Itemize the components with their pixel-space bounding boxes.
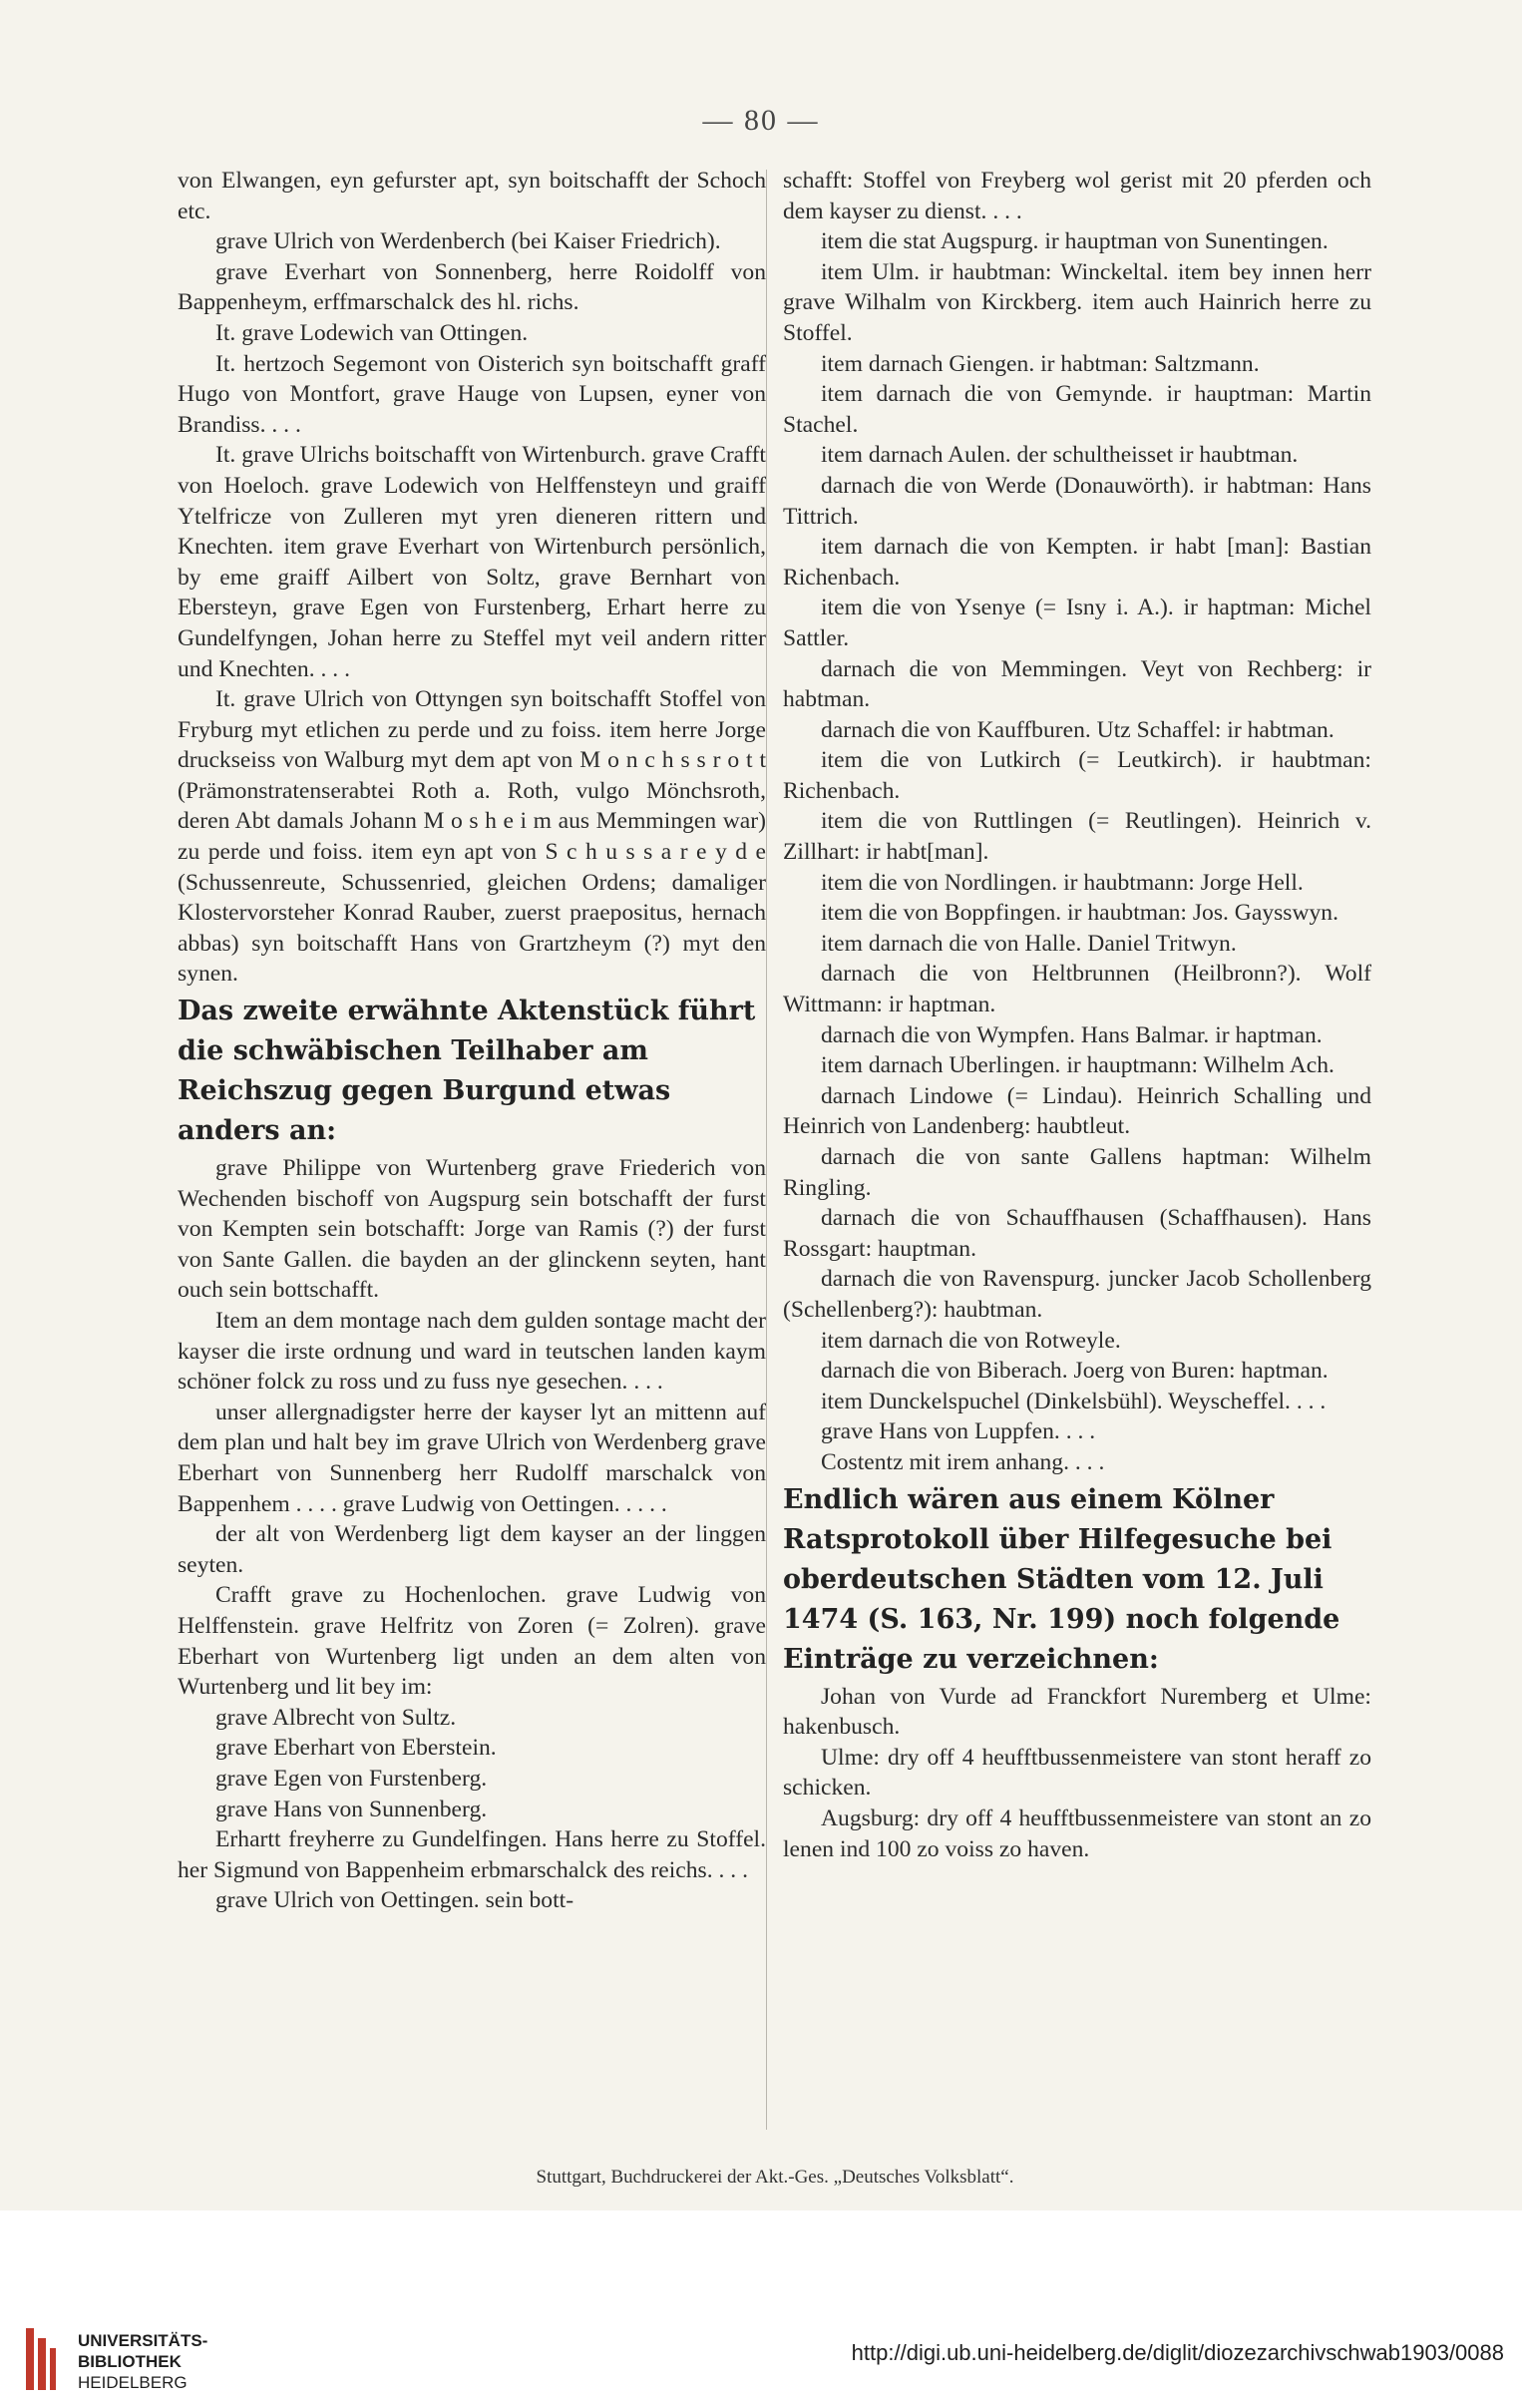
paragraph: darnach Lindowe (= Lindau). Heinrich Schalling und Heinrich von Landenberg: haubtleut. [783, 1082, 1371, 1140]
paragraph: grave Hans von Sunnenberg. [215, 1796, 488, 1822]
paragraph: item die von Boppfingen. ir haubtman: Jos. Gaysswyn. [821, 900, 1339, 927]
right-column [783, 166, 1371, 1864]
paragraph: unser allergnadigster herre der kayser lyt an mittenn auf dem plan und halt bey im grave Ulrich von Werdenberg grave Eberhart von Sunnenberg herr Rudolff marschalck von Bappenhem . . . . grave Ludwig von Oettingen. . . . . [178, 1399, 766, 1517]
section-heading: Endlich wären aus einem Kölner Ratsprotokoll über Hilfegesuche bei oberdeutschen Städten vom 12. Juli 1474 (S. 163, Nr. 199) noch folgende Einträge zu verzeichnen: [783, 1483, 1340, 1675]
paragraph: It. grave Ulrichs boitschafft von Wirtenburch. grave Crafft von Hoeloch. grave Lodewich von Helffensteyn und graiff Ytelfricze von Zulleren myt yren dieneren rittern und Knechten. item grave Everhart von Wirtenburch persönlich, by eme graiff Ailbert von Soltz, grave Bernhart von Ebersteyn, grave Egen von Furstenberg, Erhart herre zu Gundelfyngen, Johan herre zu Steffel myt veil andern ritter und Knechten. . . . [178, 442, 766, 682]
paragraph: grave Ulrich von Werdenberch (bei Kaiser Friedrich). [215, 228, 721, 255]
paragraph: darnach die von Heltbrunnen (Heilbronn?). Wolf Wittmann: ir haptman. [783, 961, 1371, 1018]
paragraph: item darnach Giengen. ir habtman: Saltzmann. [821, 350, 1260, 377]
paragraph: darnach die von Werde (Donauwörth). ir habtman: Hans Tittrich. [783, 472, 1371, 530]
paragraph: darnach die von Memmingen. Veyt von Rechberg: ir habtman. [783, 655, 1371, 713]
paragraph: schafft: Stoffel von Freyberg wol gerist mit 20 pferden och dem kayser zu dienst. . . . [783, 168, 1371, 224]
paragraph: item die von Ruttlingen (= Reutlingen). Heinrich v. Zillhart: ir habt[man]. [783, 808, 1371, 866]
printer-footer: Stuttgart, Buchdruckerei der Akt.-Ges. „Deutsches Volksblatt“. [536, 2167, 1014, 2188]
paragraph: item die von Lutkirch (= Leutkirch). ir haubtman: Richenbach. [783, 747, 1371, 804]
library-bar [0, 2210, 1522, 2408]
library-name [78, 2330, 207, 2393]
paragraph: It. grave Lodewich van Ottingen. [215, 319, 529, 346]
paragraph: item darnach die von Kempten. ir habt [man]: Bastian Richenbach. [783, 534, 1371, 591]
paragraph: Crafft grave zu Hochenlochen. grave Ludwig von Helffenstein. grave Helfritz von Zoren (= Zolren). grave Eberhart von Wurtenberg ligt unden an dem alten von Wurtenberg und lit bey im: [178, 1582, 766, 1701]
section-heading: Das zweite erwähnte Aktenstück führt die schwäbischen Teilhaber am Reichszug gegen Burgund etwas anders an: [178, 996, 756, 1147]
paragraph: item darnach Uberlingen. ir hauptmann: Wilhelm Ach. [821, 1052, 1334, 1079]
paragraph: von Elwangen, eyn gefurster apt, syn boitschafft der Schoch etc. [178, 168, 766, 224]
paragraph: Johan von Vurde ad Franckfort Nuremberg et Ulme: hakenbusch. [783, 1683, 1371, 1741]
paragraph: darnach die von sante Gallens haptman: Wilhelm Ringling. [783, 1144, 1371, 1201]
paragraph: Costentz mit irem anhang. . . . [821, 1448, 1105, 1475]
paragraph: It. grave Ulrich von Ottyngen syn boitschafft Stoffel von Fryburg myt etlichen zu perde und zu foiss. item herre Jorge druckseiss von Walburg myt dem apt von M o n c h s s r o t t (Prämonstratenserabtei Roth a. Roth, vulgo Mönchsroth, deren Abt damals Johann M o s h e i m aus Memmingen war) zu perde und foiss. item eyn apt von S c h u s s a r e y d e (Schussenreute, Schussenried, gleichen Ordens; damaliger Klostervorsteher Konrad Rauber, zuerst praepositus, hernach abbas) syn boitschafft Hans von Grartzheym (?) myt den synen. [178, 686, 766, 988]
paragraph: item Dunckelspuchel (Dinkelsbühl). Weyscheffel. . . . [821, 1388, 1327, 1414]
paragraph: item die von Nordlingen. ir haubtmann: Jorge Hell. [821, 869, 1304, 896]
paragraph: der alt von Werdenberg ligt dem kayser an der linggen seyten. [178, 1521, 766, 1578]
left-column [178, 166, 766, 1916]
paragraph: grave Egen von Furstenberg. [215, 1765, 488, 1792]
paragraph: grave Hans von Luppfen. . . . [821, 1418, 1096, 1445]
paragraph: item darnach Aulen. der schultheisset ir haubtman. [821, 442, 1299, 469]
library-name-line: HEIDELBERG [78, 2373, 188, 2392]
paragraph: item darnach die von Gemynde. ir hauptman: Martin Stachel. [783, 381, 1371, 438]
paragraph: It. hertzoch Segemont von Oisterich syn boitschafft graff Hugo von Montfort, grave Hauge von Lupsen, eyner von Brandiss. . . . [178, 350, 766, 438]
paragraph: Augsburg: dry off 4 heufftbussenmeistere van stont an zo lenen ind 100 zo voiss zo haven. [783, 1805, 1371, 1862]
paragraph: item darnach die von Halle. Daniel Tritwyn. [821, 930, 1237, 957]
paragraph: grave Ulrich von Oettingen. sein bott- [215, 1887, 574, 1914]
paragraph: grave Eberhart von Eberstein. [215, 1735, 497, 1762]
paragraph: darnach die von Ravenspurg. juncker Jacob Schollenberg (Schellenberg?): haubtman. [783, 1266, 1371, 1323]
paragraph: darnach die von Wympfen. Hans Balmar. ir haptman. [821, 1021, 1323, 1048]
paragraph: grave Philippe von Wurtenberg grave Friederich von Wechenden bischoff von Augspurg sein botschafft der furst von Kempten sein botschafft: Jorge van Ramis (?) der furst von Sante Gallen. die bayden an der glinckenn seyten, hant ouch sein bottschafft. [178, 1155, 766, 1304]
paragraph: grave Everhart von Sonnenberg, herre Roidolff von Bappenheym, erffmarschalck des hl. richs. [178, 258, 766, 316]
library-name-line: BIBLIOTHEK [78, 2352, 182, 2371]
library-logo-icon [22, 2324, 58, 2394]
paragraph: item Ulm. ir haubtman: Winckeltal. item bey innen herr grave Wilhalm von Kirckberg. item auch Hainrich herre zu Stoffel. [783, 258, 1371, 346]
paragraph: item darnach die von Rotweyle. [821, 1327, 1121, 1354]
paragraph: darnach die von Biberach. Joerg von Buren: haptman. [821, 1358, 1329, 1385]
source-url-link[interactable]: http://digi.ub.uni-heidelberg.de/diglit/diozezarchivschwab1903/0088 [851, 2340, 1504, 2365]
page-number: — 80 — [702, 104, 820, 137]
paragraph: Item an dem montage nach dem gulden sontage macht der kayser die irste ordnung und ward in teutschen landen kaym schöner folck zu ross und zu fuss nye gesechen. . . . [178, 1308, 766, 1396]
column-divider [766, 170, 767, 2130]
paragraph: darnach die von Schauffhausen (Schaffhausen). Hans Rossgart: hauptman. [783, 1205, 1371, 1262]
paragraph: Erhartt freyherre zu Gundelfingen. Hans herre zu Stoffel. her Sigmund von Bappenheim erbmarschalck des reichs. . . . [178, 1826, 766, 1883]
paragraph: item die von Ysenye (= Isny i. A.). ir haptman: Michel Sattler. [783, 595, 1371, 651]
library-name-line: UNIVERSITÄTS- [78, 2331, 208, 2350]
paragraph: Ulme: dry off 4 heufftbussenmeistere van stont heraff zo schicken. [783, 1744, 1371, 1802]
paragraph: item die stat Augspurg. ir hauptman von Sunentingen. [821, 228, 1329, 255]
paragraph: darnach die von Kauffburen. Utz Schaffel: ir habtman. [821, 716, 1334, 743]
paragraph: grave Albrecht von Sultz. [215, 1704, 457, 1731]
